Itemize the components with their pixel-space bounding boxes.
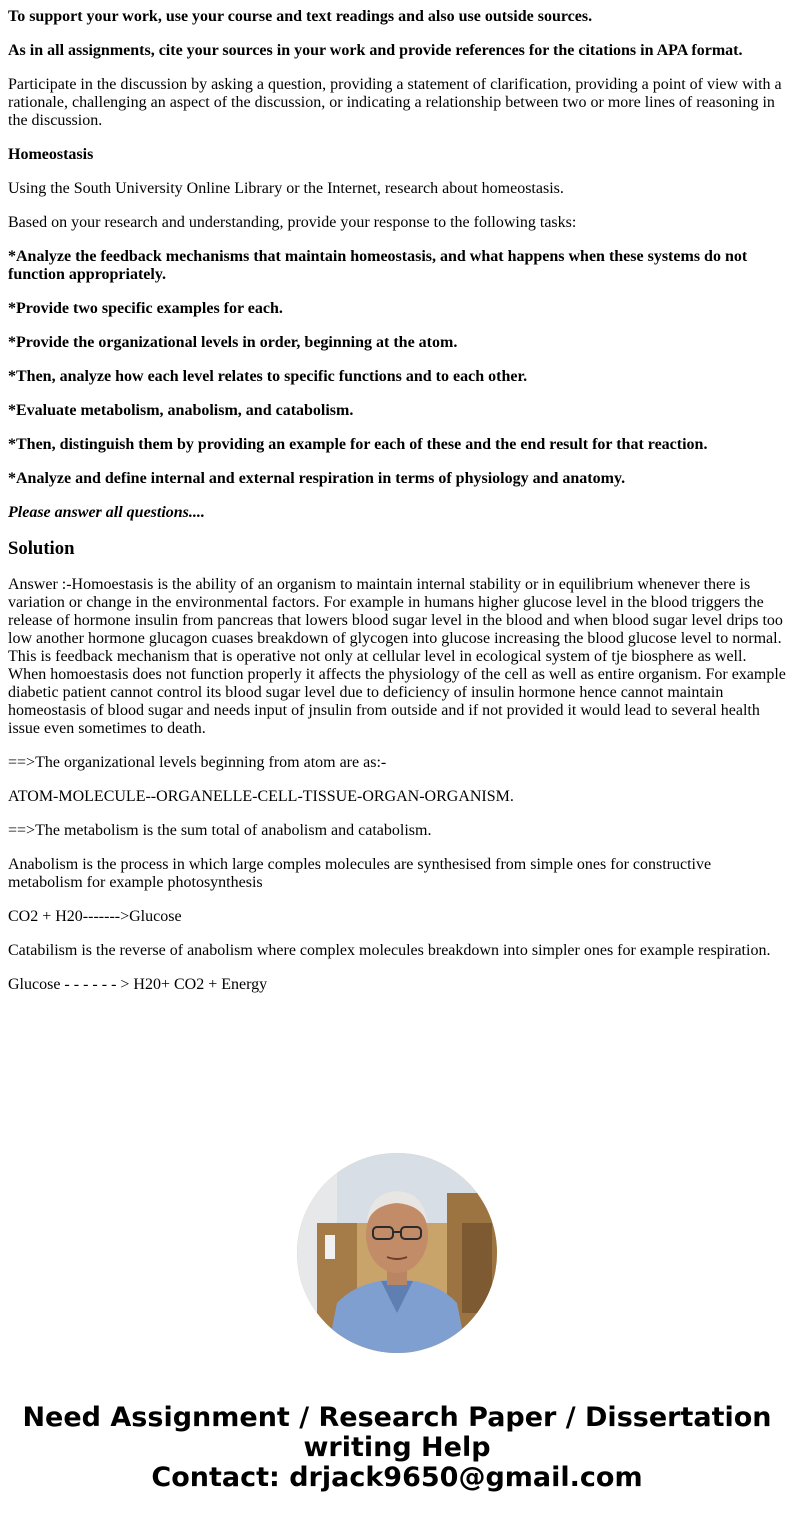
answer-paragraph: Answer :-Homoestasis is the ability of an organism to maintain internal stability or in equilibrium whenever there is variation or change in the environmental factors. For example in humans higher glucose level in the blood triggers the release of hormone insulin from pancreas that lowers blood sugar level in the blood and when blood sugar level drips too low another hormone glucagon cuases breakdown of glycogen into glucose increasing the blood glucose level to normal. This is feedback mechanism that is operative not only at cellular level in ecological system of tje biosphere as well. When homoestasis does not function properly it affects the physiology of the cell as well as entire organism. For example diabetic patient cannot control its blood sugar level due to deficiency of insulin hormone hence cannot maintain homeostasis of blood sugar and needs input of jnsulin from outside and if not provided it would lead to several health issue even sometimes to death. <box>8 576 786 737</box>
answer-paragraph: ==>The metabolism is the sum total of anabolism and catabolism. <box>8 822 432 839</box>
promo-banner <box>0 1403 794 1493</box>
answer-paragraph: Catabilism is the reverse of anabolism where complex molecules breakdown into simpler ones for example respiration. <box>8 942 771 959</box>
answer-paragraph: Anabolism is the process in which large comples molecules are synthesised from simple ones for constructive metabolism for example photosynthesis <box>8 856 712 891</box>
research-paragraph: Using the South University Online Library or the Internet, research about homeostasis. <box>8 180 564 197</box>
task-item: *Analyze the feedback mechanisms that maintain homeostasis, and what happens when these systems do not function appropriately. <box>8 248 748 283</box>
task-item: *Analyze and define internal and external respiration in terms of physiology and anatomy. <box>8 470 626 487</box>
participate-paragraph: Participate in the discussion by asking a question, providing a statement of clarification, providing a point of view with a rationale, challenging an aspect of the discussion, or indicating a relationship between two or more lines of reasoning in the discussion. <box>8 76 782 129</box>
answer-paragraph: CO2 + H20------->Glucose <box>8 908 182 925</box>
task-item: *Evaluate metabolism, anabolism, and catabolism. <box>8 402 354 419</box>
promo-contact: Contact: drjack9650@gmail.com <box>151 1462 643 1493</box>
promo-line: writing Help <box>303 1432 491 1463</box>
author-photo <box>297 1153 497 1353</box>
intro-paragraph-2: As in all assignments, cite your sources in your work and provide references for the citations in APA format. <box>8 42 743 59</box>
task-item: *Provide two specific examples for each. <box>8 300 283 317</box>
topic-title: Homeostasis <box>8 146 94 163</box>
answer-paragraph: Glucose - - - - - - > H20+ CO2 + Energy <box>8 976 268 993</box>
task-item: *Then, distinguish them by providing an example for each of these and the end result for that reaction. <box>8 436 708 453</box>
answer-paragraph: ATOM-MOLECULE--ORGANELLE-CELL-TISSUE-ORGAN-ORGANISM. <box>8 788 514 805</box>
solution-heading: Solution <box>8 538 75 559</box>
task-item: *Provide the organizational levels in order, beginning at the atom. <box>8 334 458 351</box>
intro-paragraph-1: To support your work, use your course and text readings and also use outside sources. <box>8 8 593 25</box>
tasks-intro: Based on your research and understanding, provide your response to the following tasks: <box>8 214 577 231</box>
task-item: *Then, analyze how each level relates to specific functions and to each other. <box>8 368 528 385</box>
closing-line: Please answer all questions.... <box>8 504 205 521</box>
promo-line: Need Assignment / Research Paper / Dissertation <box>22 1402 772 1433</box>
answer-paragraph: ==>The organizational levels beginning from atom are as:- <box>8 754 387 771</box>
